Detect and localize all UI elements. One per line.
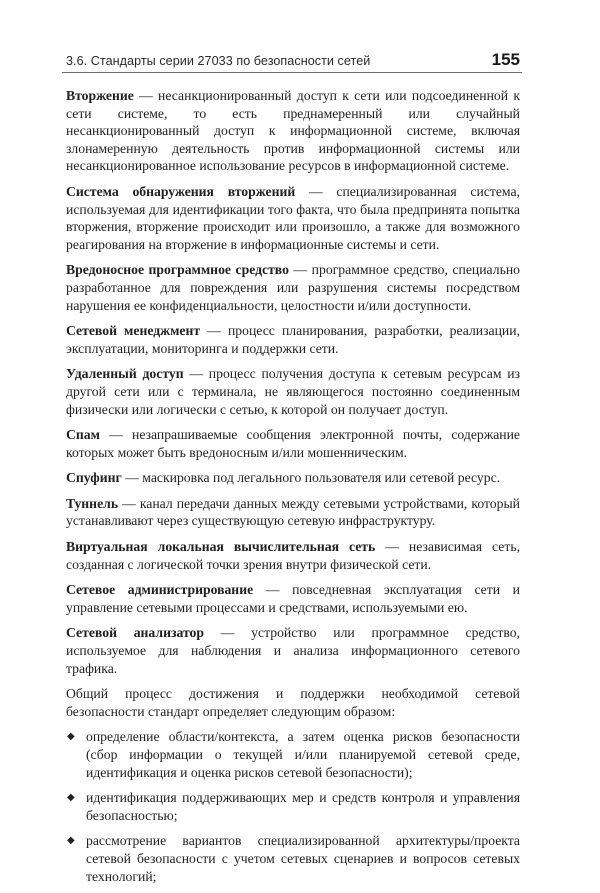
- definition-term: Сетевой менеджмент: [66, 323, 201, 339]
- list-item: [66, 728, 520, 781]
- diamond-bullet-icon: ◆: [67, 835, 75, 847]
- definition-term: Вредоносное программное средство: [66, 262, 289, 278]
- list-item-text: идентификация поддерживающих мер и средств контроля и управления безопасностью;: [86, 790, 520, 823]
- definition-text: — устройство или программное средство, используемое для наблюдения и анализа информационного сетевого трафика.: [66, 625, 520, 676]
- definition-paragraph: [66, 469, 520, 487]
- definition-text: — специализированная система, используемая для идентификации того факта, что была предпринята попытка вторжения, вторжение происходит или произошло, а также для возможного реагирования на вторжение в информационные системы и сети.: [66, 183, 520, 252]
- diamond-bullet-icon: ◆: [67, 731, 75, 743]
- definition-paragraph: [66, 87, 520, 175]
- definition-text: — маскировка под легального пользователя или сетевой ресурс.: [121, 470, 501, 486]
- definition-text: — канал передачи данных между сетевыми устройствами, который устанавливают через существующую сетевую инфраструктуру.: [66, 495, 520, 529]
- definition-term: Вторжение: [66, 88, 134, 103]
- definition-text: — несанкционированный доступ к сети или подсоединенной к сети системе, то есть преднамеренный или случайный несанкционированный доступ к информационной системе, включая злонамеренную деятельность против информационной системы или несанкционированное использование ресурсов в информационной системе.: [66, 88, 520, 174]
- definition-term: Туннель: [66, 495, 119, 511]
- definition-term: Спам: [66, 427, 100, 443]
- definition-text: — процесс планирования, разработки, реализации, эксплуатации, мониторинга и поддержки сети.: [66, 323, 520, 356]
- definition-paragraph: [66, 538, 520, 573]
- definition-paragraph: [66, 365, 520, 418]
- list-item-text: рассмотрение вариантов специализированной архитектуры/проекта сетевой безопасности с учетом сетевых сценариев и вопросов сетевых технологий;: [86, 833, 520, 884]
- definition-paragraph: [66, 261, 520, 314]
- page-body: [66, 87, 520, 893]
- definition-text: — независимая сеть, созданная с логической точки зрения внутри физической сети.: [66, 539, 521, 572]
- definition-term: Удаленный доступ: [66, 366, 184, 382]
- diamond-bullet-icon: ◆: [67, 792, 75, 804]
- intro-paragraph: Общий процесс достижения и поддержки необходимой сетевой безопасности стандарт определяет следующим образом:: [66, 686, 520, 719]
- definition-paragraph: [66, 581, 520, 616]
- definition-paragraph: [66, 624, 520, 677]
- definition-text: — повседневная эксплуатация сети и управление сетевыми процессами и средствами, используемыми ею.: [66, 582, 520, 615]
- page-number: 155: [491, 50, 520, 69]
- bullet-list: [66, 728, 520, 885]
- definition-paragraph: [66, 322, 520, 357]
- running-header: [66, 46, 520, 68]
- list-item: [66, 789, 520, 824]
- header-divider: [62, 72, 522, 73]
- definition-text: — незапрашиваемые сообщения электронной почты, содержание которых может быть вредоносным и/или мошенническим.: [66, 427, 520, 460]
- section-title: 3.6. Стандарты серии 27033 по безопасности сетей: [66, 54, 371, 68]
- definition-term: Система обнаружения вторжений: [66, 183, 296, 199]
- definition-paragraph: [66, 495, 520, 530]
- definition-paragraph: [66, 426, 520, 461]
- list-item: [66, 832, 520, 885]
- definition-term: Виртуальная локальная вычислительная сеть: [66, 539, 376, 555]
- definition-text: — программное средство, специально разработанное для повреждения или разрушения системы посредством нарушения ее конфиденциальности, целостности и/или доступности.: [66, 262, 520, 313]
- definition-term: Сетевое администрирование: [66, 582, 254, 598]
- list-item-text: определение области/контекста, а затем оценка рисков безопасности (сбор информации о текущей и/или планируемой сетевой среде, идентификация и оценка рисков сетевой безопасности);: [86, 729, 520, 780]
- definition-term: Сетевой анализатор: [66, 625, 204, 641]
- definition-paragraph: [66, 183, 520, 253]
- definition-text: — процесс получения доступа к сетевым ресурсам из другой сети или с терминала, не являющегося постоянно соединенным физически или логически с сетью, к которой он получает доступ.: [66, 366, 520, 417]
- definition-term: Спуфинг: [66, 470, 122, 486]
